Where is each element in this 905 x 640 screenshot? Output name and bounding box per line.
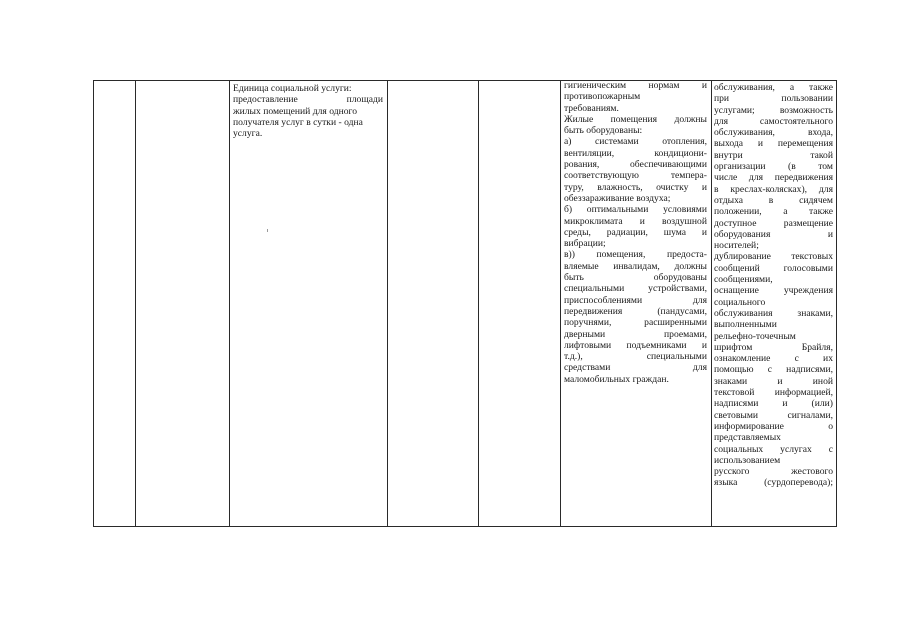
column-border-5 [478, 80, 479, 527]
accessibility-line: носителей; [714, 240, 759, 252]
accessibility-line: использованием [714, 454, 781, 466]
accessibility-line: положении, а также [714, 206, 833, 218]
accessibility-line: обслуживания знаками, [714, 307, 833, 319]
column-border-2 [135, 80, 136, 527]
requirements-line: быть оборудованы [564, 272, 707, 284]
requirements-line: средствами для [564, 362, 707, 374]
requirements-line: противопожарным [564, 91, 641, 103]
requirements-line: поручнями, расширенными [564, 317, 707, 329]
requirements-line: в)) помещения, предоста- [564, 249, 707, 261]
requirements-line: вентиляции, кондициони- [564, 147, 707, 159]
accessibility-line: в креслах-колясках), для [714, 183, 833, 195]
accessibility-line: сообщений голосовыми [714, 262, 833, 274]
accessibility-line: доступное размещение [714, 217, 833, 229]
requirements-line: туру, влажность, очистку и [564, 181, 707, 193]
accessibility-line: ознакомление с их [714, 353, 833, 365]
unit-line: получателя услуг в сутки - одна [233, 116, 363, 128]
unit-line: услуга. [233, 128, 263, 140]
accessibility-line: оборудования и [714, 228, 833, 240]
accessibility-line: организации (в том [714, 161, 833, 173]
accessibility-line: оснащение учреждения [714, 285, 833, 297]
accessibility-line: социального [714, 296, 766, 308]
requirements-line: микроклимата и воздушной [564, 215, 707, 227]
column-border-8 [836, 80, 837, 527]
requirements-line: дверными проемами, [564, 328, 707, 340]
requirements-cell-text [564, 80, 707, 385]
accessibility-line: рельефно-точечным [714, 330, 796, 342]
accessibility-line: помощью с надписями, [714, 364, 833, 376]
column-border-4 [387, 80, 388, 527]
column-border-1 [93, 80, 94, 527]
column-border-3 [229, 80, 230, 527]
accessibility-line: дублирование текстовых [714, 251, 833, 263]
requirements-line: Жилые помещения должны [564, 113, 707, 125]
accessibility-line: внутри такой [714, 149, 833, 161]
requirements-line: требованиям. [564, 102, 619, 114]
requirements-line: гигиеническим нормам и [564, 80, 707, 91]
accessibility-line: представляемых [714, 432, 781, 444]
requirements-line: передвижения (пандусами, [564, 305, 707, 317]
table-top-border [93, 80, 837, 81]
accessibility-line: надписями и (или) [714, 398, 833, 410]
accessibility-line: обслуживания, входа, [714, 127, 833, 139]
requirements-line: рования, обеспечивающими [564, 159, 707, 171]
unit-line: предоставление площади [233, 94, 383, 106]
column-border-6 [560, 80, 561, 527]
accessibility-line: социальных услугах с [714, 443, 833, 455]
accessibility-line: русского жестового [714, 466, 833, 478]
requirements-line: маломобильных граждан. [564, 373, 669, 385]
accessibility-line: выполненными [714, 319, 777, 331]
requirements-line: лифтовыми подъемниками и [564, 339, 707, 351]
accessibility-line: знаками и иной [714, 375, 833, 387]
accessibility-line: при пользовании [714, 93, 833, 105]
requirements-line: а) системами отопления, [564, 136, 707, 148]
accessibility-line: текстовой информацией, [714, 387, 833, 399]
accessibility-line: выхода и перемещения [714, 138, 833, 150]
column-border-7 [711, 80, 712, 527]
requirements-line: соответствующую темпера- [564, 170, 707, 182]
requirements-line: обеззараживание воздуха; [564, 192, 671, 204]
accessibility-cell-text [714, 82, 833, 489]
requirements-line: б) оптимальными условиями [564, 204, 707, 216]
requirements-line: среды, радиации, шума и [564, 226, 707, 238]
accessibility-line: услугами; возможность [714, 104, 833, 116]
accessibility-line: обслуживания, а также [714, 82, 833, 93]
requirements-line: специальными устройствами, [564, 283, 707, 295]
accessibility-line: для самостоятельного [714, 115, 833, 127]
accessibility-line: световыми сигналами, [714, 409, 833, 421]
unit-line: жилых помещений для одного [233, 105, 358, 117]
requirements-line: быть оборудованы: [564, 125, 643, 137]
accessibility-line: числе для передвижения [714, 172, 833, 184]
requirements-line: т.д.), специальными [564, 351, 707, 363]
accessibility-line: информирование о [714, 420, 833, 432]
requirements-line: вляемые инвалидам, должны [564, 260, 707, 272]
accessibility-line: отдыха в сидячем [714, 194, 833, 206]
table-bottom-border [93, 526, 837, 527]
scan-mark [267, 229, 268, 232]
unit-line: Единица социальной услуги: [233, 83, 352, 94]
accessibility-line: сообщениями, [714, 274, 773, 286]
accessibility-line: шрифтом Брайля, [714, 341, 833, 353]
requirements-line: приспособлениями для [564, 294, 707, 306]
accessibility-line: языка (сурдоперевода); [714, 477, 833, 489]
requirements-line: вибрации; [564, 238, 606, 250]
unit-cell-text [233, 83, 383, 139]
